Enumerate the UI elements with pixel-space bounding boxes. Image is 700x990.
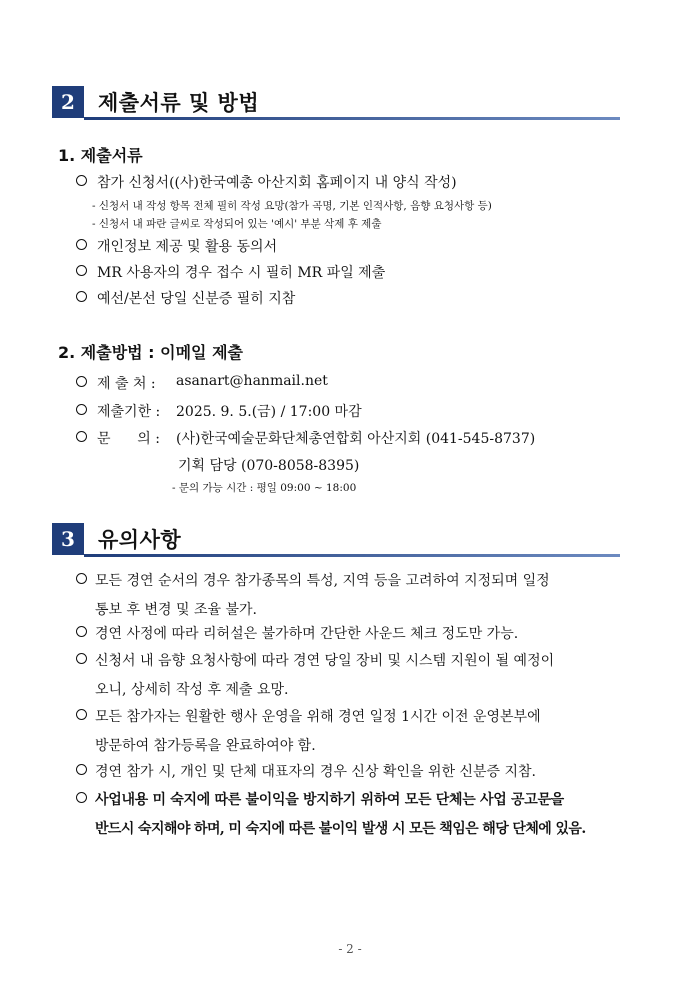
section-2-number: 2	[52, 86, 84, 118]
circle-bullet-icon	[76, 265, 87, 276]
docs-item-application	[76, 172, 457, 192]
notice-line-1: 경연 사정에 따라 리허설은 불가하며 간단한 사운드 체크 정도만 가능.	[95, 626, 519, 642]
circle-bullet-icon	[76, 764, 87, 775]
email-value: asanart@hanmail.net	[176, 373, 328, 389]
docs-note-2: - 신청서 내 파란 글씨로 작성되어 있는 '예시' 부분 삭제 후 제출	[92, 218, 382, 230]
circle-bullet-icon	[76, 404, 87, 415]
notice-line-2: 오니, 상세히 작성 후 제출 요망.	[95, 682, 289, 698]
deadline-label: 제출기한 :	[97, 404, 161, 420]
notice-line-2: 방문하여 참가등록을 완료하여야 함.	[95, 738, 316, 754]
method-contact	[76, 428, 160, 448]
section-3-rule	[84, 554, 620, 557]
notice-item-4	[76, 703, 656, 761]
notice-line-1: 사업내용 미 숙지에 따른 불이익을 방지하기 위하여 모든 단체는 사업 공고문을	[95, 792, 564, 808]
notice-item-5	[76, 758, 656, 787]
notice-line-2: 반드시 숙지해야 하며, 미 숙지에 따른 불이익 발생 시 모든 책임은 해당 단체에 있음.	[95, 821, 586, 837]
email-label: 제 출 처 :	[97, 376, 156, 392]
section-2-rule	[84, 117, 620, 120]
contact-value: (사)한국예술문화단체총연합회 아산지회 (041-545-8737)	[176, 431, 536, 447]
section-3-title: 유의사항	[98, 528, 182, 552]
docs-item-mr	[76, 262, 385, 282]
docs-item-text: 예선/본선 당일 신분증 필히 지참	[97, 291, 296, 307]
section-3-header	[52, 523, 620, 557]
circle-bullet-icon	[76, 626, 87, 637]
circle-bullet-icon	[76, 431, 87, 442]
contact-planning: 기획 담당 (070-8058-8395)	[178, 458, 360, 474]
circle-bullet-icon	[76, 175, 87, 186]
circle-bullet-icon	[76, 239, 87, 250]
deadline-value: 2025. 9. 5.(금) / 17:00 마감	[176, 404, 362, 420]
notice-line-1: 신청서 내 음향 요청사항에 따라 경연 당일 장비 및 시스템 지원이 될 예정이	[95, 653, 555, 669]
page-number: - 2 -	[338, 942, 362, 956]
notice-line-1: 모든 경연 순서의 경우 참가종목의 특성, 지역 등을 고려하여 지정되며 일정	[95, 573, 550, 589]
notice-item-1	[76, 567, 656, 625]
notice-line-1: 경연 참가 시, 개인 및 단체 대표자의 경우 신상 확인을 위한 신분증 지참.	[95, 764, 536, 780]
docs-item-text: 참가 신청서((사)한국예총 아산지회 홈페이지 내 양식 작성)	[97, 175, 457, 191]
docs-item-text: MR 사용자의 경우 접수 시 필히 MR 파일 제출	[97, 265, 386, 281]
docs-item-id	[76, 288, 295, 308]
notice-line-1: 모든 참가자는 원활한 행사 운영을 위해 경연 일정 1시간 이전 운영본부에	[95, 709, 541, 725]
circle-bullet-icon	[76, 653, 87, 664]
circle-bullet-icon	[76, 709, 87, 720]
notice-item-3	[76, 647, 656, 705]
docs-item-privacy	[76, 236, 277, 256]
method-deadline	[76, 401, 160, 421]
notice-item-6	[76, 786, 656, 844]
docs-note-1: - 신청서 내 작성 항목 전체 필히 작성 요망(참가 곡명, 기본 인적사항, 음향 요청사항 등)	[92, 200, 492, 212]
section-2-title: 제출서류 및 방법	[98, 91, 260, 115]
notice-item-2	[76, 620, 656, 649]
docs-item-text: 개인정보 제공 및 활용 동의서	[97, 239, 278, 255]
circle-bullet-icon	[76, 792, 87, 803]
method-heading: 2. 제출방법 : 이메일 제출	[58, 343, 243, 362]
section-2-header	[52, 86, 620, 120]
method-email	[76, 373, 156, 393]
circle-bullet-icon	[76, 573, 87, 584]
contact-label: 문 의 :	[97, 431, 160, 447]
docs-heading: 1. 제출서류	[58, 146, 143, 165]
circle-bullet-icon	[76, 291, 87, 302]
section-3-number: 3	[52, 523, 84, 555]
notice-line-2: 통보 후 변경 및 조율 불가.	[95, 602, 257, 618]
circle-bullet-icon	[76, 376, 87, 387]
contact-hours: - 문의 가능 시간 : 평일 09:00 ~ 18:00	[172, 482, 357, 494]
